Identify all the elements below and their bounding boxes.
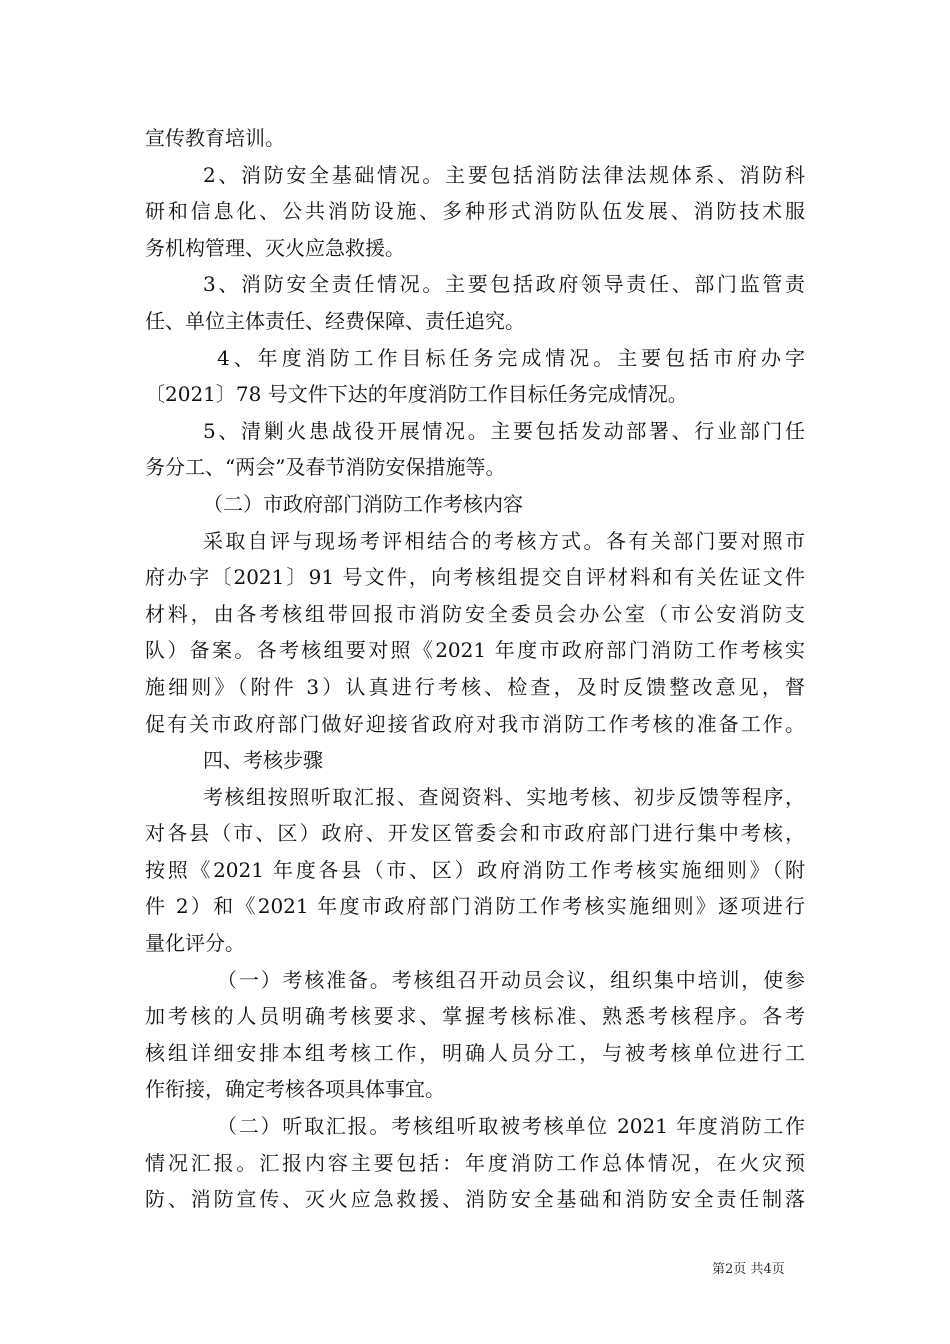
footer-current-page: 2: [725, 1262, 734, 1277]
footer-prefix: 第: [712, 1262, 726, 1277]
text-line: 核组详细安排本组考核工作，明确人员分工，与被考核单位进行工: [145, 1040, 805, 1065]
text-line: 4、年度消防工作目标任务完成情况。主要包括市府办字: [217, 345, 805, 370]
text-line: 采取自评与现场考评相结合的考核方式。各有关部门要对照市: [203, 528, 805, 553]
text-line: 〔2021〕78 号文件下达的年度消防工作目标任务完成情况。: [145, 382, 688, 407]
text-line: 5、清剿火患战役开展情况。主要包括发动部署、行业部门任: [203, 418, 805, 443]
text-line: 材料，由各考核组带回报市消防安全委员会办公室（市公安消防支: [145, 601, 805, 626]
text-line: （一）考核准备。考核组召开动员会议，组织集中培训，使参: [217, 967, 805, 992]
text-line: 任、单位主体责任、经费保障、责任追究。: [145, 308, 525, 333]
text-line: 2、消防安全基础情况。主要包括消防法律法规体系、消防科: [203, 162, 805, 187]
text-line: （二）听取汇报。考核组听取被考核单位 2021 年度消防工作: [217, 1114, 805, 1139]
text-line: 加考核的人员明确考核要求、掌握考核标准、熟悉考核程序。各考: [145, 1004, 805, 1029]
text-line: 研和信息化、公共消防设施、多种形式消防队伍发展、消防技术服: [145, 199, 805, 224]
text-line: 队）备案。各考核组要对照《2021 年度市政府部门消防工作考核实: [145, 638, 805, 663]
section-heading: （二）市政府部门消防工作考核内容: [203, 491, 523, 516]
text-line: 宣传教育培训。: [145, 126, 285, 150]
footer-total-pages: 4: [763, 1262, 772, 1277]
footer-middle: 页 共: [733, 1262, 764, 1277]
text-line: 防、消防宣传、灭火应急救援、消防安全基础和消防安全责任制落: [145, 1187, 805, 1212]
text-line: 按照《2021 年度各县（市、区）政府消防工作考核实施细则》（附: [145, 857, 805, 882]
text-line: 务分工、“两会”及春节消防安保措施等。: [145, 455, 506, 480]
body-text: [145, 120, 805, 1218]
footer-suffix: 页: [771, 1262, 785, 1277]
text-line: 量化评分。: [145, 931, 245, 956]
text-line: 情况汇报。汇报内容主要包括：年度消防工作总体情况，在火灾预: [145, 1150, 805, 1175]
text-line: 务机构管理、灭火应急救援。: [145, 235, 405, 260]
text-line: 3、消防安全责任情况。主要包括政府领导责任、部门监管责: [203, 272, 805, 297]
text-line: 促有关市政府部门做好迎接省政府对我市消防工作考核的准备工作。: [145, 711, 805, 736]
section-heading: 四、考核步骤: [203, 748, 323, 773]
text-line: 考核组按照听取汇报、查阅资料、实地考核、初步反馈等程序，: [203, 784, 805, 809]
text-line: 府办字〔2021〕91 号文件，向考核组提交自评材料和有关佐证文件: [145, 565, 805, 590]
text-line: 作衔接，确定考核各项具体事宜。: [145, 1077, 445, 1102]
text-line: 件 2）和《2021 年度市政府部门消防工作考核实施细则》逐项进行: [145, 894, 805, 919]
text-line: 施细则》（附件 3）认真进行考核、检查，及时反馈整改意见，督: [145, 674, 805, 699]
page-number-footer: [712, 1262, 785, 1278]
text-line: 对各县（市、区）政府、开发区管委会和市政府部门进行集中考核，: [145, 821, 805, 846]
